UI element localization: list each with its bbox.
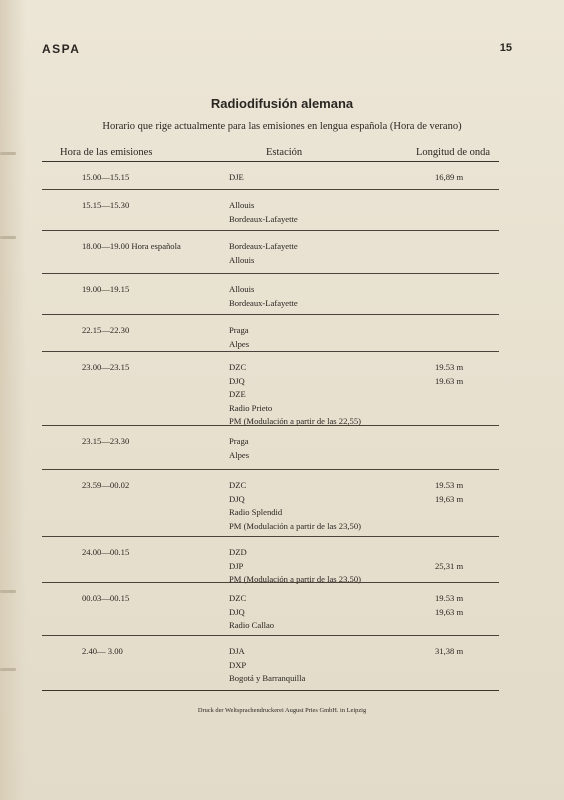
station-name: DJQ <box>229 493 245 504</box>
table-row <box>42 314 499 351</box>
station-name: DZC <box>229 362 247 372</box>
punch-hole-mark <box>0 236 16 239</box>
cell-hora: 18.00—19.00 Hora española <box>82 241 181 251</box>
running-head-title: ASPA <box>42 42 81 56</box>
wavelength-value: 25,31 m <box>435 560 464 571</box>
station-name: DJA <box>229 646 245 656</box>
wavelength-value: 19.53 m <box>435 593 464 603</box>
punch-hole-mark <box>0 590 16 593</box>
cell-longitud <box>435 361 463 388</box>
station-name: Bordeaux-Lafayette <box>229 297 298 308</box>
column-header-longitud: Longitud de onda <box>416 147 491 158</box>
station-name: DJP <box>229 560 244 571</box>
punch-hole-mark <box>0 152 16 155</box>
station-name: DJQ <box>229 606 245 617</box>
station-name: Radio Callao <box>229 620 275 630</box>
station-name: DZE <box>229 389 246 399</box>
station-name: DJE <box>229 172 244 182</box>
page-subtitle: Horario que rige actualmente para las emisiones en lengua española (Hora de verano) <box>102 121 462 132</box>
wavelength-value: 19.53 m <box>435 480 464 490</box>
wavelength-value: 19.63 m <box>435 375 464 386</box>
station-name: Praga <box>229 325 249 335</box>
cell-estacion <box>229 546 361 587</box>
station-name: Bogotá y Barranquilla <box>229 673 306 683</box>
cell-estacion <box>229 592 274 633</box>
column-header-hora: Hora de las emisiones <box>60 147 153 158</box>
cell-hora: 23.00—23.15 <box>82 362 130 372</box>
station-name: Alpes <box>229 449 250 460</box>
station-name: Allouis <box>229 254 255 265</box>
punch-hole-mark <box>0 668 16 671</box>
station-name: DXP <box>229 659 247 670</box>
table-row <box>42 273 499 314</box>
cell-hora: 2.40— 3.00 <box>82 646 123 656</box>
cell-estacion <box>229 361 361 429</box>
cell-hora: 15.15—15.30 <box>82 200 130 210</box>
wavelength-value: 19.53 m <box>435 362 464 372</box>
station-name: Radio Splendid <box>229 507 283 517</box>
running-head <box>42 42 512 58</box>
table-row <box>42 162 499 189</box>
station-name: DZC <box>229 593 247 603</box>
cell-hora: 19.00—19.15 <box>82 284 130 294</box>
wavelength-value <box>435 546 463 560</box>
cell-estacion <box>229 479 361 533</box>
table-row <box>42 635 499 690</box>
station-name: PM (Modulación a partir de las 23,50) <box>229 520 361 531</box>
table-row <box>42 230 499 273</box>
cell-hora: 23.59—00.02 <box>82 480 130 490</box>
station-name: Alpes <box>229 338 250 349</box>
station-name: Bordeaux-Lafayette <box>229 241 298 251</box>
cell-longitud <box>435 171 463 185</box>
station-name: DZD <box>229 547 247 557</box>
station-name: PM (Modulación a partir de las 23,50) <box>229 574 361 584</box>
printer-imprint: Druck der Weltsprachendruckerei August Pries GmbH. in Leipzig <box>197 707 367 714</box>
cell-estacion <box>229 240 298 267</box>
station-name: Allouis <box>229 284 255 294</box>
page-title: Radiodifusión alemana <box>210 96 354 111</box>
station-name: Radio Prieto <box>229 402 273 413</box>
wavelength-value: 19,63 m <box>435 493 464 504</box>
cell-hora: 00.03—00.15 <box>82 593 130 603</box>
cell-estacion <box>229 283 298 310</box>
table-row <box>42 425 499 469</box>
table-row <box>42 469 499 536</box>
cell-hora: 15.00—15.15 <box>82 172 130 182</box>
station-name: DJQ <box>229 375 245 386</box>
table-row <box>42 536 499 582</box>
wavelength-value: 31,38 m <box>435 646 464 656</box>
column-header-estacion: Estación <box>266 147 303 158</box>
station-name: Allouis <box>229 200 255 210</box>
station-name: Praga <box>229 436 249 446</box>
table-row <box>42 189 499 230</box>
schedule-table <box>42 161 499 691</box>
cell-estacion <box>229 435 249 462</box>
cell-hora: 22.15—22.30 <box>82 325 130 335</box>
station-name: Bordeaux-Lafayette <box>229 213 298 224</box>
cell-longitud <box>435 546 463 573</box>
cell-longitud <box>435 479 463 506</box>
table-row <box>42 351 499 425</box>
cell-estacion <box>229 645 305 686</box>
table-row <box>42 582 499 635</box>
wavelength-value: 16,89 m <box>435 172 464 182</box>
page-number: 15 <box>499 42 512 54</box>
cell-estacion <box>229 171 244 185</box>
cell-hora: 24.00—00.15 <box>82 547 130 557</box>
station-name: PM (Modulación a partir de las 22,55) <box>229 416 361 426</box>
cell-hora: 23.15—23.30 <box>82 436 130 446</box>
wavelength-value: 19,63 m <box>435 606 464 617</box>
station-name: DZC <box>229 480 247 490</box>
cell-longitud <box>435 592 463 619</box>
cell-longitud <box>435 645 463 659</box>
cell-estacion <box>229 199 298 226</box>
cell-estacion <box>229 324 249 351</box>
